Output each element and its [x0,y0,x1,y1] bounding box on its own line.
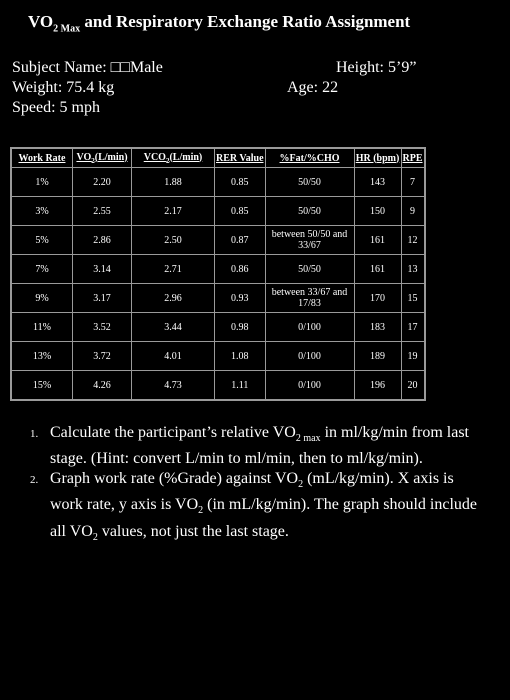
cell-rpe: 19 [401,342,424,371]
cell-hr: 183 [354,313,401,342]
cell-hr: 161 [354,226,401,255]
cell-vco2: 3.44 [132,313,215,342]
table-header-row [12,149,425,168]
subject-name: Subject Name: □□Male [12,59,163,76]
cell-rer: 1.11 [215,371,266,400]
cell-fat-cho: 50/50 [265,197,354,226]
table-row [12,255,425,284]
cell-fat-cho: between 33/67 and 17/83 [265,284,354,313]
table-row [12,197,425,226]
cell-hr: 170 [354,284,401,313]
cell-work-rate: 7% [12,255,73,284]
cell-fat-cho: 0/100 [265,313,354,342]
header-rer: RER Value [215,149,266,168]
subject-weight: Weight: 75.4 kg [12,79,115,96]
cell-vo2: 4.26 [73,371,132,400]
cell-rpe: 13 [401,255,424,284]
cell-vco2: 1.88 [132,168,215,197]
cell-work-rate: 5% [12,226,73,255]
cell-vco2: 4.73 [132,371,215,400]
cell-vo2: 2.20 [73,168,132,197]
cell-rpe: 12 [401,226,424,255]
cell-vo2: 3.72 [73,342,132,371]
cell-rer: 0.85 [215,168,266,197]
cell-hr: 196 [354,371,401,400]
table-row [12,168,425,197]
cell-vco2: 2.71 [132,255,215,284]
cell-fat-cho: 50/50 [265,168,354,197]
question-number: 1. [30,428,39,440]
question-2: 2. Graph work rate (%Grade) against $VO_2$ (mL/kg/min). X axis is work rate, y axis is $VO_2$ (in mL/kg/min). The graph should include all $VO_2$ values, not just the last stage. [30,470,478,543]
cell-work-rate: 13% [12,342,73,371]
cell-rpe: 15 [401,284,424,313]
table-row [12,284,425,313]
cell-rer: 1.08 [215,342,266,371]
cell-vo2: 3.52 [73,313,132,342]
header-rpe: RPE [401,149,424,168]
data-table [10,147,426,401]
question-1: 1. Calculate the participant’s relative $VO_{2 max}$ in ml/kg/min from last stage. (Hint: convert L/min to ml/min, then to ml/kg/min). [30,424,469,468]
cell-rer: 0.93 [215,284,266,313]
cell-work-rate: 1% [12,168,73,197]
cell-rer: 0.87 [215,226,266,255]
cell-vo2: 2.55 [73,197,132,226]
cell-vo2: 2.86 [73,226,132,255]
cell-vco2: 2.96 [132,284,215,313]
cell-work-rate: 11% [12,313,73,342]
header-vo2: $VO_2(L/\min)$ [73,149,132,168]
table-row [12,371,425,400]
cell-vo2: 3.17 [73,284,132,313]
subject-age: Age: 22 [287,79,339,96]
cell-rer: 0.85 [215,197,266,226]
cell-hr: 150 [354,197,401,226]
table-row [12,226,425,255]
subject-height: Height: 5’9” [336,59,417,76]
cell-work-rate: 3% [12,197,73,226]
table-row [12,313,425,342]
cell-hr: 161 [354,255,401,284]
page-title: $VO_{2 Max}$ and Respiratory Exchange Ratio Assignment [28,12,411,35]
header-work-rate: Work Rate [12,149,73,168]
cell-hr: 189 [354,342,401,371]
cell-fat-cho: 50/50 [265,255,354,284]
cell-hr: 143 [354,168,401,197]
cell-work-rate: 9% [12,284,73,313]
cell-rpe: 9 [401,197,424,226]
cell-vco2: 4.01 [132,342,215,371]
cell-rer: 0.86 [215,255,266,284]
cell-fat-cho: 0/100 [265,371,354,400]
subject-speed: Speed: 5 mph [12,99,100,116]
cell-work-rate: 15% [12,371,73,400]
question-number: 2. [30,474,39,487]
cell-rpe: 20 [401,371,424,400]
table-row [12,342,425,371]
cell-vo2: 3.14 [73,255,132,284]
header-hr: HR (bpm) [354,149,401,168]
cell-fat-cho: 0/100 [265,342,354,371]
header-fat-cho: %Fat/%CHO [265,149,354,168]
cell-vco2: 2.50 [132,226,215,255]
cell-vco2: 2.17 [132,197,215,226]
cell-rpe: 7 [401,168,424,197]
header-vco2: $VCO_2(L/\min)$ [132,149,215,168]
cell-rpe: 17 [401,313,424,342]
cell-fat-cho: between 50/50 and 33/67 [265,226,354,255]
questions-list [30,423,490,548]
cell-rer: 0.98 [215,313,266,342]
